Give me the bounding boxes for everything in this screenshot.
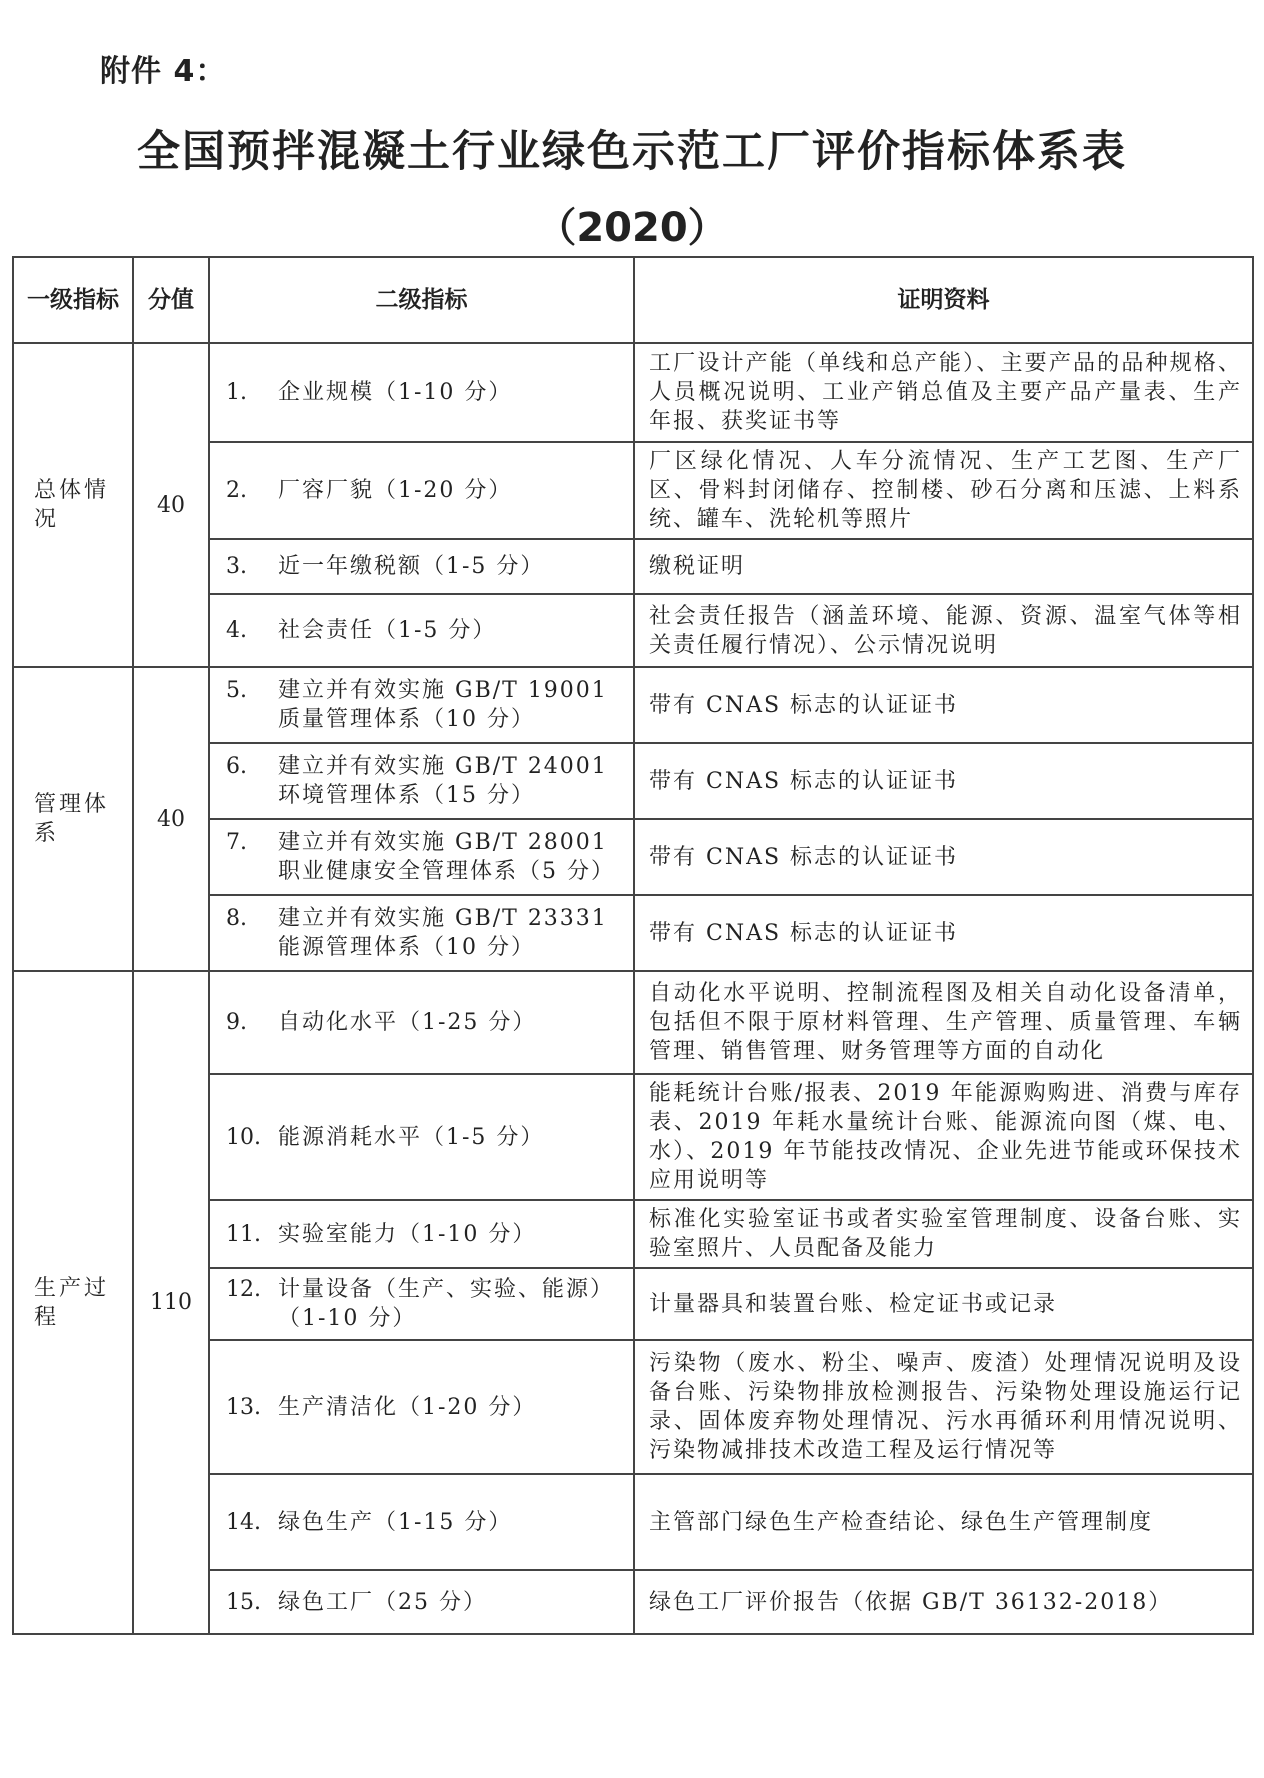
- attachment-label: 附件 4：: [100, 54, 227, 89]
- table-row: [13, 971, 1253, 1074]
- item-number: 15.: [226, 1589, 261, 1615]
- item-number: 12.: [226, 1277, 261, 1302]
- level2-cell: [209, 1200, 634, 1268]
- item-text: 社会责任（1-5 分）: [278, 618, 497, 643]
- indicator-table: [12, 256, 1254, 1635]
- proof-cell: 绿色工厂评价报告（依据 GB/T 36132-2018）: [634, 1570, 1253, 1634]
- page-subtitle-year: （2020）: [536, 205, 728, 251]
- proof-cell: 污染物（废水、粉尘、噪声、废渣）处理情况说明及设备台账、污染物排放检测报告、污染物处理设施运行记录、固体废弃物处理情况、污水再循环利用情况说明、污染物减排技术改造工程及运行情况等: [634, 1340, 1253, 1474]
- item-number: 7.: [226, 830, 247, 855]
- item-text: 计量设备（生产、实验、能源）（1-10 分）: [278, 1277, 615, 1331]
- item-number: 14.: [226, 1509, 261, 1535]
- proof-cell: 计量器具和装置台账、检定证书或记录: [634, 1268, 1253, 1340]
- level2-cell: [209, 442, 634, 539]
- level2-cell: [209, 343, 634, 442]
- level2-cell: [209, 667, 634, 743]
- item-number: 8.: [226, 906, 247, 931]
- item-text: 建立并有效实施 GB/T 24001 环境管理体系（15 分）: [278, 754, 608, 808]
- proof-cell: 带有 CNAS 标志的认证证书: [634, 819, 1253, 895]
- proof-cell: 带有 CNAS 标志的认证证书: [634, 895, 1253, 971]
- level2-cell: [209, 971, 634, 1074]
- proof-cell: 带有 CNAS 标志的认证证书: [634, 667, 1253, 743]
- level2-cell: [209, 895, 634, 971]
- group-score: 40: [133, 343, 209, 667]
- proof-cell: 标准化实验室证书或者实验室管理制度、设备台账、实验室照片、人员配备及能力: [634, 1200, 1253, 1268]
- proof-cell: 带有 CNAS 标志的认证证书: [634, 743, 1253, 819]
- group-name: 管理体系: [13, 667, 133, 971]
- level2-cell: [209, 743, 634, 819]
- item-number: 6.: [226, 754, 247, 779]
- proof-cell: 工厂设计产能（单线和总产能）、主要产品的品种规格、人员概况说明、工业产销总值及主要产品产量表、生产年报、获奖证书等: [634, 343, 1253, 442]
- item-text: 能源消耗水平（1-5 分）: [278, 1124, 545, 1150]
- level2-cell: [209, 1570, 634, 1634]
- level2-cell: [209, 1340, 634, 1474]
- item-number: 10.: [226, 1124, 261, 1150]
- item-number: 1.: [226, 380, 247, 405]
- group-name: 生产过程: [13, 971, 133, 1634]
- item-text: 生产清洁化（1-20 分）: [278, 1394, 537, 1420]
- page-title: 全国预拌混凝土行业绿色示范工厂评价指标体系表: [137, 127, 1127, 177]
- proof-cell: 社会责任报告（涵盖环境、能源、资源、温室气体等相关责任履行情况）、公示情况说明: [634, 594, 1253, 667]
- item-number: 5.: [226, 678, 247, 703]
- item-text: 建立并有效实施 GB/T 28001 职业健康安全管理体系（5 分）: [278, 830, 615, 884]
- table-row: [13, 343, 1253, 442]
- level2-cell: [209, 539, 634, 594]
- item-text: 绿色工厂（25 分）: [278, 1589, 487, 1615]
- table-header-row: [13, 257, 1253, 343]
- level2-cell: [209, 594, 634, 667]
- proof-cell: 厂区绿化情况、人车分流情况、生产工艺图、生产厂区、骨料封闭储存、控制楼、砂石分离和压滤、上料系统、罐车、洗轮机等照片: [634, 442, 1253, 539]
- level2-cell: [209, 1074, 634, 1200]
- level2-cell: [209, 819, 634, 895]
- header-proof: 证明资料: [634, 257, 1253, 343]
- table-row: [13, 667, 1253, 743]
- group-name: 总体情况: [13, 343, 133, 667]
- level2-cell: [209, 1474, 634, 1570]
- level2-cell: [209, 1268, 634, 1340]
- item-number: 9.: [226, 1010, 247, 1035]
- item-text: 企业规模（1-10 分）: [278, 380, 513, 405]
- item-text: 近一年缴税额（1-5 分）: [278, 554, 545, 579]
- group-score: 40: [133, 667, 209, 971]
- proof-cell: 主管部门绿色生产检查结论、绿色生产管理制度: [634, 1474, 1253, 1570]
- item-text: 绿色生产（1-15 分）: [278, 1509, 513, 1535]
- item-number: 3.: [226, 554, 247, 579]
- header-level2: 二级指标: [209, 257, 634, 343]
- item-number: 2.: [226, 478, 247, 503]
- item-number: 13.: [226, 1394, 261, 1420]
- item-text: 建立并有效实施 GB/T 19001 质量管理体系（10 分）: [278, 678, 608, 732]
- proof-cell: 能耗统计台账/报表、2019 年能源购购进、消费与库存表、2019 年耗水量统计台账、能源流向图（煤、电、水）、2019 年节能技改情况、企业先进节能或环保技术应用说明等: [634, 1074, 1253, 1200]
- item-number: 4.: [226, 618, 247, 643]
- proof-cell: 缴税证明: [634, 539, 1253, 594]
- item-text: 自动化水平（1-25 分）: [278, 1010, 537, 1035]
- item-text: 建立并有效实施 GB/T 23331 能源管理体系（10 分）: [278, 906, 608, 960]
- item-text: 实验室能力（1-10 分）: [278, 1221, 537, 1247]
- header-level1: 一级指标: [13, 257, 133, 343]
- proof-cell: 自动化水平说明、控制流程图及相关自动化设备清单，包括但不限于原材料管理、生产管理、质量管理、车辆管理、销售管理、财务管理等方面的自动化: [634, 971, 1253, 1074]
- header-score: 分值: [133, 257, 209, 343]
- item-number: 11.: [226, 1221, 261, 1247]
- item-text: 厂容厂貌（1-20 分）: [278, 478, 513, 503]
- group-score: 110: [133, 971, 209, 1634]
